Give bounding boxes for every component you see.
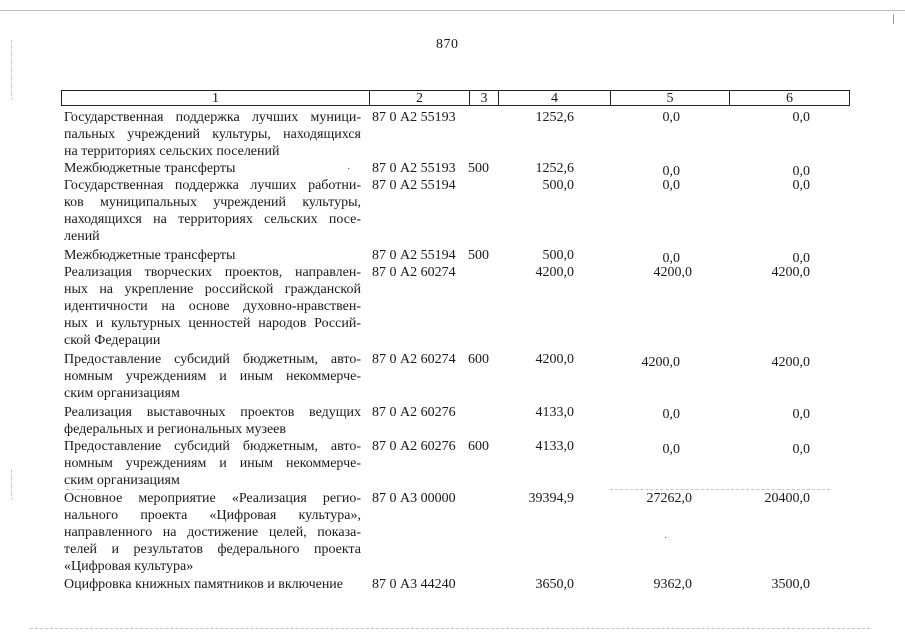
- amount-col4: 4133,0: [535, 439, 574, 454]
- row-description: [64, 576, 361, 593]
- amount-col5: 27262,0: [646, 491, 692, 506]
- row-description: [64, 247, 361, 264]
- scan-margin-dots: [11, 40, 12, 100]
- amount-col5: 4200,0: [641, 355, 680, 370]
- header-cell: 1: [212, 91, 219, 106]
- description-line: номным учреждениям и иным некоммерче-: [64, 456, 361, 471]
- description-line: ных и культурных ценностей народов Россий-: [64, 316, 361, 331]
- amount-col6: 4200,0: [771, 265, 810, 280]
- target-code: 87 0 А3 00000: [372, 491, 456, 506]
- description-line: пальных учреждений культуры, находящихся: [64, 127, 361, 142]
- header-cell: 2: [416, 91, 423, 106]
- target-code: 87 0 А3 44240: [372, 577, 456, 592]
- description-line: нального проекта «Цифровая культура»,: [64, 508, 361, 523]
- amount-col4: 3650,0: [535, 577, 574, 592]
- scan-noise: [30, 628, 870, 629]
- amount-col4: 4200,0: [535, 352, 574, 367]
- amount-col6: 0,0: [792, 407, 810, 422]
- amount-col6: 3500,0: [771, 577, 810, 592]
- row-description: [64, 264, 361, 349]
- header-cell: 6: [786, 91, 793, 106]
- amount-col6: 0,0: [792, 442, 810, 457]
- description-line: направленного на достижение целей, показа-: [64, 525, 361, 540]
- expense-type: 600: [468, 352, 489, 367]
- amount-col4: 39394,9: [528, 491, 574, 506]
- description-line: ским организациям: [64, 473, 180, 488]
- scan-speck: ·: [664, 533, 668, 544]
- row-description: [64, 490, 361, 575]
- description-line: ков муниципальных учреждений культуры,: [64, 195, 361, 210]
- expense-type: 500: [468, 161, 489, 176]
- target-code: 87 0 А2 55193: [372, 110, 456, 125]
- description-line: идентичности на основе духовно-нравствен-: [64, 299, 361, 314]
- header-cell: 4: [551, 91, 558, 106]
- target-code: 87 0 А2 55193: [372, 161, 456, 176]
- target-code: 87 0 А2 60274: [372, 265, 456, 280]
- amount-col4: 4200,0: [535, 265, 574, 280]
- description-line: ской Федерации: [64, 333, 161, 348]
- description-line: Межбюджетные трансферты: [64, 161, 236, 176]
- amount-col5: 0,0: [662, 178, 680, 193]
- description-line: Основное мероприятие «Реализация регио-: [64, 491, 361, 506]
- table-header-row: [61, 90, 850, 106]
- amount-col4: 500,0: [542, 178, 574, 193]
- description-line: ским организациям: [64, 386, 180, 401]
- amount-col6: 0,0: [792, 110, 810, 125]
- scan-edge-line: [0, 10, 905, 11]
- description-line: телей и результатов федерального проекта: [64, 542, 361, 557]
- page-number: 870: [436, 37, 459, 52]
- scan-speck: ·: [347, 164, 351, 175]
- target-code: 87 0 А2 55194: [372, 178, 456, 193]
- amount-col5: 9362,0: [653, 577, 692, 592]
- description-line: находящихся на территориях сельских посе-: [64, 212, 361, 227]
- target-code: 87 0 А2 60274: [372, 352, 456, 367]
- row-description: [64, 109, 361, 160]
- description-line: Реализация выставочных проектов ведущих: [64, 405, 361, 420]
- amount-col6: 0,0: [792, 251, 810, 266]
- description-line: Реализация творческих проектов, направлен-: [64, 265, 361, 280]
- description-line: Государственная поддержка лучших работни-: [64, 178, 361, 193]
- description-line: «Цифровая культура»: [64, 559, 194, 574]
- row-description: [64, 160, 361, 177]
- scan-margin-dots: [11, 470, 12, 500]
- amount-col4: 1252,6: [535, 110, 574, 125]
- amount-col4: 500,0: [542, 248, 574, 263]
- target-code: 87 0 А2 55194: [372, 248, 456, 263]
- description-line: федеральных и региональных музеев: [64, 422, 287, 437]
- row-description: [64, 438, 361, 489]
- amount-col5: 4200,0: [653, 265, 692, 280]
- expense-type: 600: [468, 439, 489, 454]
- row-description: [64, 351, 361, 402]
- amount-col6: 0,0: [792, 164, 810, 179]
- amount-col6: 20400,0: [764, 491, 810, 506]
- row-description: [64, 177, 361, 245]
- amount-col5: 0,0: [662, 164, 680, 179]
- description-line: Предоставление субсидий бюджетным, авто-: [64, 352, 361, 367]
- description-line: ных на укрепление российской гражданской: [64, 282, 361, 297]
- description-line: Предоставление субсидий бюджетным, авто-: [64, 439, 361, 454]
- amount-col4: 4133,0: [535, 405, 574, 420]
- amount-col5: 0,0: [662, 251, 680, 266]
- description-line: Оцифровка книжных памятников и включение: [64, 577, 344, 592]
- amount-col6: 0,0: [792, 178, 810, 193]
- description-line: лений: [64, 229, 100, 244]
- amount-col4: 1252,6: [535, 161, 574, 176]
- row-description: [64, 404, 361, 438]
- expense-type: 500: [468, 248, 489, 263]
- target-code: 87 0 А2 60276: [372, 405, 456, 420]
- header-cell: 3: [480, 91, 488, 106]
- amount-col5: 0,0: [662, 407, 680, 422]
- description-line: номным учреждениям и иным некоммерче-: [64, 369, 361, 384]
- amount-col5: 0,0: [662, 442, 680, 457]
- description-line: Межбюджетные трансферты: [64, 248, 236, 263]
- description-line: на территориях сельских поселений: [64, 144, 280, 159]
- scan-edge-mark: [893, 14, 894, 24]
- target-code: 87 0 А2 60276: [372, 439, 456, 454]
- header-cell: 5: [666, 91, 674, 106]
- description-line: Государственная поддержка лучших муници-: [64, 110, 361, 125]
- amount-col6: 4200,0: [771, 355, 810, 370]
- amount-col5: 0,0: [662, 110, 680, 125]
